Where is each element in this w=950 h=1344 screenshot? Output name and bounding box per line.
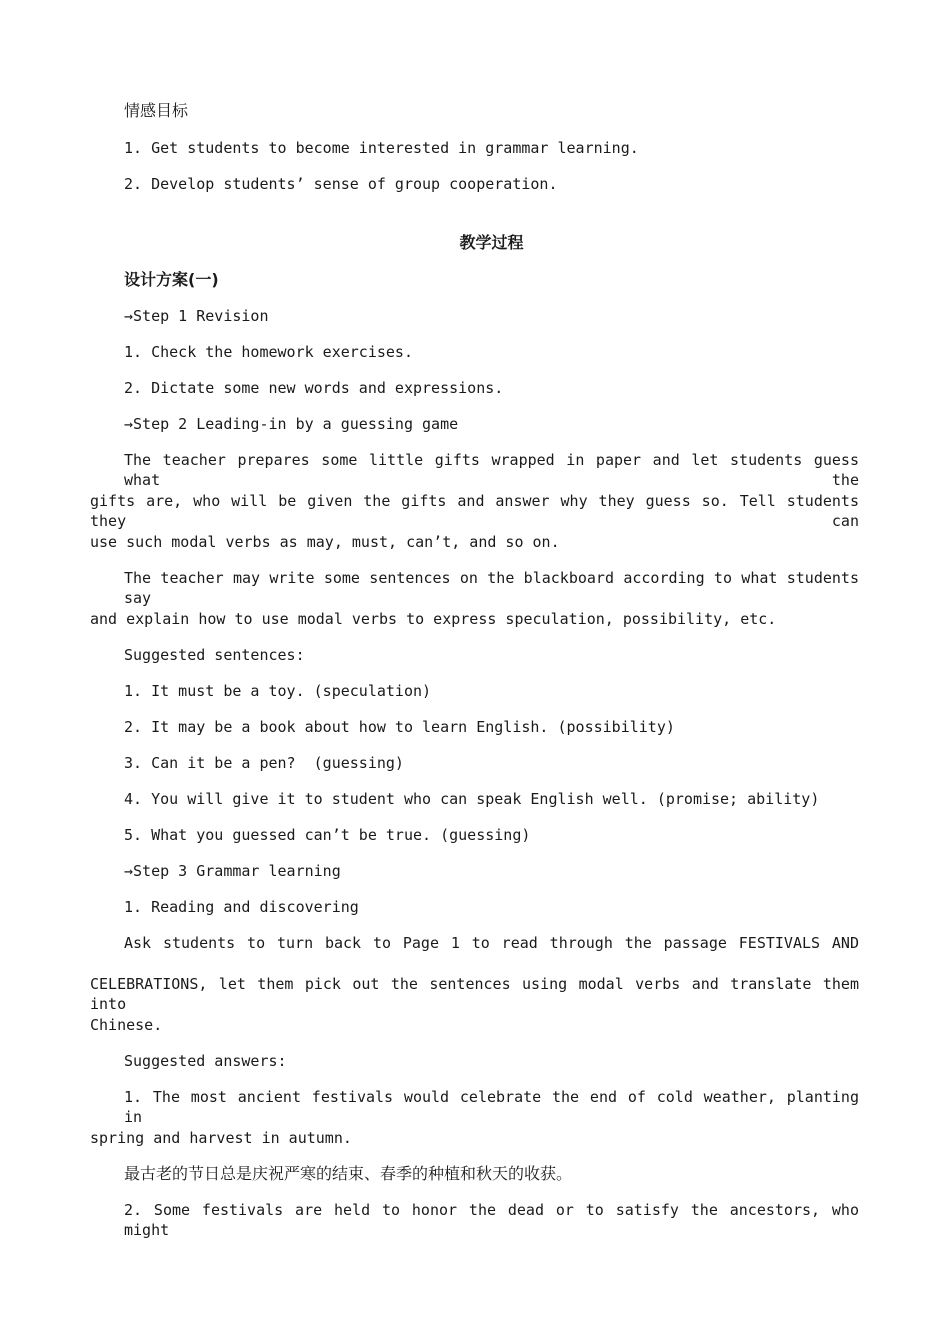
answer-item-2: 2. Some festivals are held to honor the dead or to satisfy the ancestors, who might — [124, 1201, 859, 1239]
paragraph-line: Chinese. — [90, 1016, 163, 1034]
step-1-item-1: 1. Check the homework exercises. — [124, 343, 413, 361]
list-item: 3. Can it be a pen? (guessing) — [124, 754, 404, 772]
answer-item-1: 1. The most ancient festivals would celebrate the end of cold weather, planting in — [124, 1088, 859, 1126]
section-heading-emotional-goals: 情感目标 — [124, 101, 189, 120]
section-title-teaching-process: 教学过程 — [459, 233, 524, 252]
paragraph-line: gifts are, who will be given the gifts and answer why they guess so. Tell students they can — [90, 492, 859, 530]
list-item: 5. What you guessed can’t be true. (guessing) — [124, 826, 531, 844]
paragraph-line: Ask students to turn back to Page 1 to read through the passage FESTIVALS AND — [124, 934, 859, 952]
paragraph-line: spring and harvest in autumn. — [90, 1129, 352, 1147]
step-1-heading: →Step 1 Revision — [124, 307, 269, 325]
chinese-translation: 最古老的节日总是庆祝严寒的结束、春季的种植和秋天的收获。 — [124, 1164, 573, 1183]
paragraph-line: and explain how to use modal verbs to express speculation, possibility, etc. — [90, 610, 777, 628]
paragraph-line: CELEBRATIONS, let them pick out the sentences using modal verbs and translate them into — [90, 975, 859, 1013]
step-2-heading: →Step 2 Leading-in by a guessing game — [124, 415, 459, 433]
list-item: 4. You will give it to student who can speak English well. (promise; ability) — [124, 790, 820, 808]
design-plan-heading: 设计方案(一) — [124, 270, 219, 289]
paragraph-line: The teacher prepares some little gifts wrapped in paper and let students guess what the — [124, 451, 859, 489]
paragraph-line: The teacher may write some sentences on the blackboard according to what students say — [124, 569, 859, 607]
suggested-answers-label: Suggested answers: — [124, 1052, 287, 1070]
goal-item-1: 1. Get students to become interested in grammar learning. — [124, 139, 639, 157]
list-item: 2. It may be a book about how to learn English. (possibility) — [124, 718, 675, 736]
goal-item-2: 2. Develop students’ sense of group cooperation. — [124, 175, 558, 193]
step-3-item-1: 1. Reading and discovering — [124, 898, 359, 916]
paragraph-line: use such modal verbs as may, must, can’t, and so on. — [90, 533, 560, 551]
step-3-heading: →Step 3 Grammar learning — [124, 862, 341, 880]
suggested-sentences-label: Suggested sentences: — [124, 646, 305, 664]
list-item: 1. It must be a toy. (speculation) — [124, 682, 432, 700]
step-1-item-2: 2. Dictate some new words and expressions. — [124, 379, 504, 397]
